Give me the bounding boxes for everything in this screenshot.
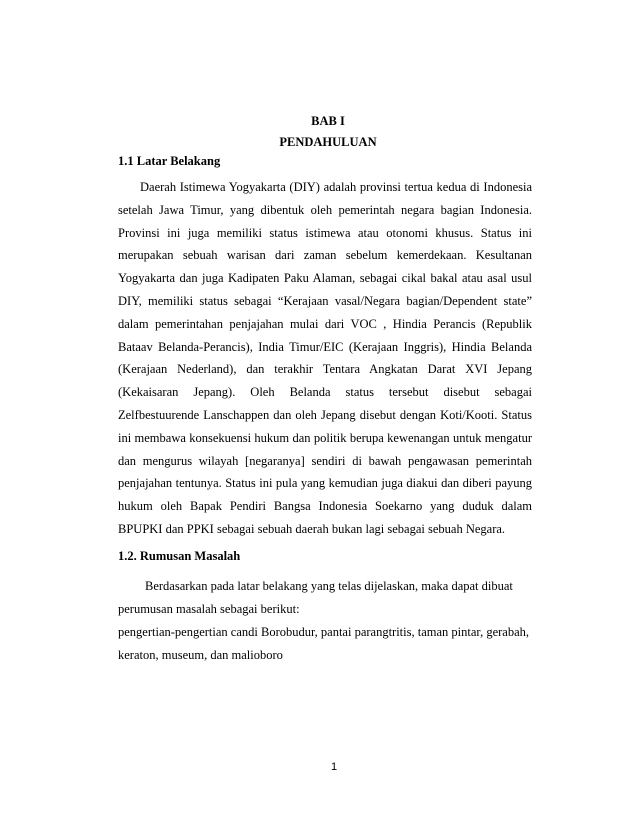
problem-statement-line-1: Berdasarkan pada latar belakang yang telas dijelaskan, maka dapat dibuat xyxy=(145,579,513,593)
section-heading-latar-belakang: 1.1 Latar Belakang xyxy=(118,154,221,168)
chapter-title: PENDAHULUAN xyxy=(279,135,377,149)
page-number: 1 xyxy=(330,761,338,773)
background-paragraph-text: Daerah Istimewa Yogyakarta (DIY) adalah provinsi tertua kedua di Indonesia setelah Jawa Timur, yang dibentuk oleh pemerintah negara bagian Indonesia. Provinsi ini juga memiliki status istimewa atau otonomi khusus. Status ini merupakan sebuah warisan dari zaman sebelum kemerdekaan. Kesultanan Yogyakarta dan juga Kadipaten Paku Alaman, sebagai cikal bakal atau asal usul DIY, memiliki status sebagai “Kerajaan vasal/Negara bagian/Dependent state” dalam pemerintahan penjajahan mulai dari VOC , Hindia Perancis (Republik Bataav Belanda-Perancis), India Timur/EIC (Kerajaan Inggris), Hindia Belanda (Kerajaan Nederland), dan terakhir Tentara Angkatan Darat XVI Jepang (Kekaisaran Jepang). Oleh Belanda status tersebut disebut sebagai Zelfbestuurende Lanschappen dan oleh Jepang disebut dengan Koti/Kooti. Status ini membawa konsekuensi hukum dan politik berupa kewenangan untuk mengatur dan mengurus wilayah [negaranya] sendiri di bawah pengawasan pemerintah penjajahan tentunya. Status ini pula yang kemudian juga diakui dan diberi payung hukum oleh Bapak Pendiri Bangsa Indonesia Soekarno yang duduk dalam BPUPKI dan PPKI sebagai sebuah daerah bukan lagi sebagai sebuah Negara. xyxy=(118,180,532,536)
problem-statement-line-3: pengertian-pengertian candi Borobudur, pantai parangtritis, taman pintar, gerabah, xyxy=(118,625,529,639)
problem-statement-line-4: keraton, museum, dan malioboro xyxy=(118,648,283,662)
section-heading-rumusan-masalah: 1.2. Rumusan Masalah xyxy=(118,549,241,563)
chapter-number: BAB I xyxy=(311,114,345,128)
problem-statement-line-2: perumusan masalah sebagai berikut: xyxy=(118,602,300,616)
background-paragraph xyxy=(118,176,532,541)
